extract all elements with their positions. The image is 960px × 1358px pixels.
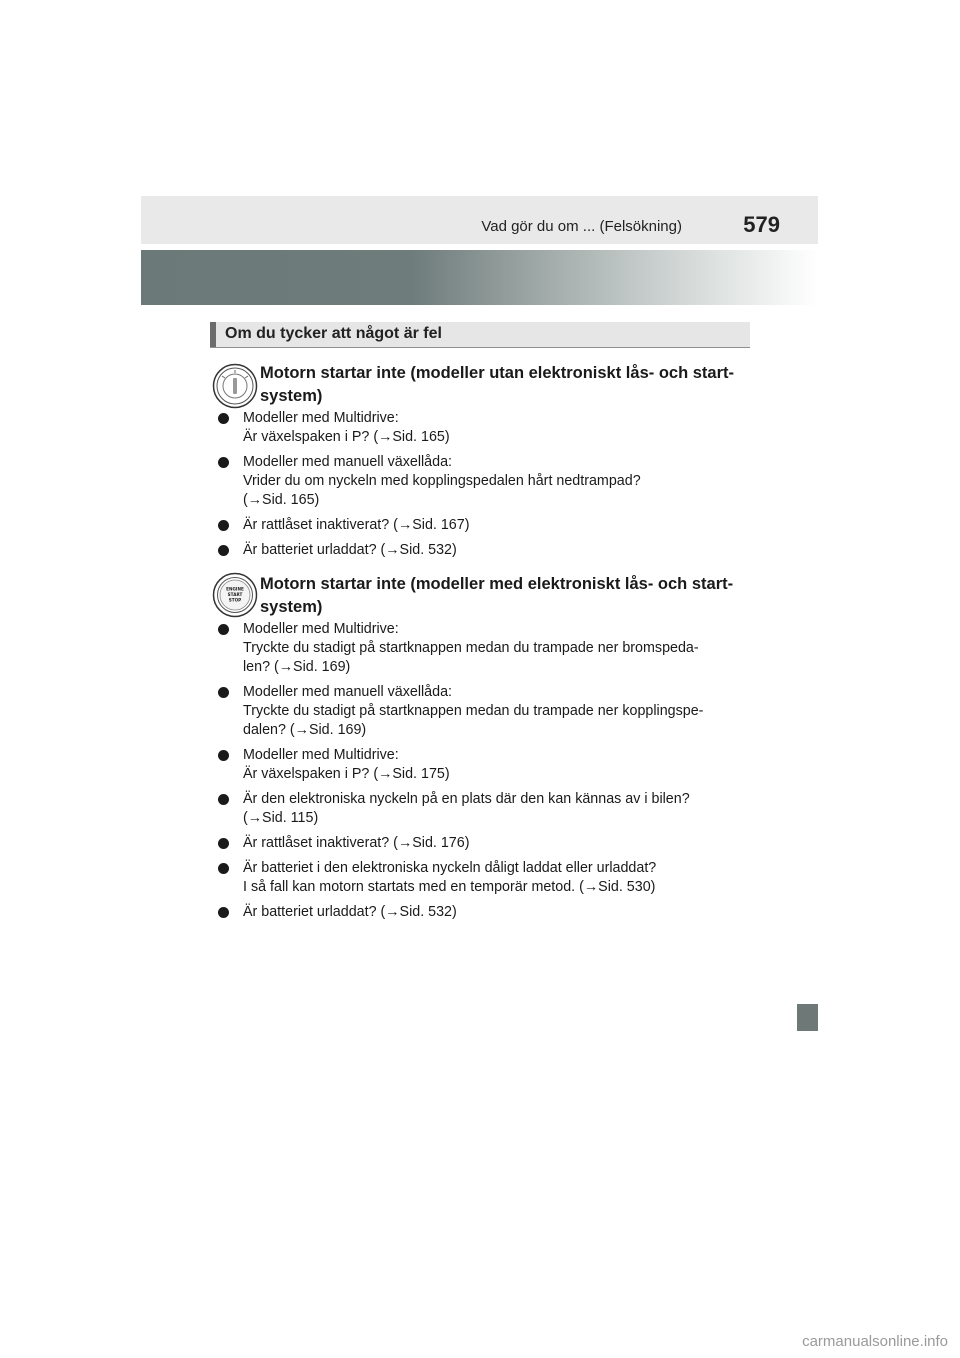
engine-start-stop-button-icon <box>212 572 258 618</box>
icon-label-line: ENGINE <box>226 586 244 592</box>
chapter-tab-marker <box>797 1004 818 1031</box>
list-item-line: dalen? (→Sid. 169) <box>243 722 367 738</box>
list-item-line: (→Sid. 115) <box>243 810 319 826</box>
list-item-line: (→Sid. 165) <box>243 492 320 508</box>
list-item-line: Modeller med manuell växellåda: <box>243 454 453 470</box>
list-item-line: Tryckte du stadigt på startknappen medan du trampade ner kopplingspe- <box>243 703 704 719</box>
list-item-line: Är batteriet urladdat? (→Sid. 532) <box>243 542 457 558</box>
ignition-key-switch-icon <box>212 363 258 409</box>
bullet-list <box>218 620 744 928</box>
section-title: Om du tycker att något är fel <box>225 325 442 342</box>
list-item <box>218 746 744 784</box>
list-item <box>218 903 744 922</box>
sub-heading <box>260 573 750 619</box>
bullet-icon <box>218 687 229 698</box>
bullet-list <box>218 409 744 566</box>
chapter-title: Vad gör du om ... (Felsökning) <box>481 218 682 235</box>
bullet-icon <box>218 545 229 556</box>
sub-heading-line: system) <box>260 598 323 616</box>
page-number: 579 <box>743 212 780 237</box>
list-item <box>218 541 744 560</box>
list-item <box>218 834 744 853</box>
bullet-icon <box>218 457 229 468</box>
list-item-line: len? (→Sid. 169) <box>243 659 351 675</box>
sub-heading-line: Motorn startar inte (modeller med elektroniskt lås- och start- <box>260 575 734 593</box>
list-item-line: Tryckte du stadigt på startknappen medan du trampade ner bromspeda- <box>243 640 699 656</box>
watermark: carmanualsonline.info <box>802 1333 948 1350</box>
section-header <box>210 322 750 348</box>
list-item-line: Är rattlåset inaktiverat? (→Sid. 167) <box>243 517 470 533</box>
bullet-icon <box>218 907 229 918</box>
list-item-line: Modeller med Multidrive: <box>243 410 399 426</box>
icon-label-line: STOP <box>228 597 242 603</box>
list-item <box>218 453 744 510</box>
bullet-icon <box>218 838 229 849</box>
list-item <box>218 620 744 677</box>
list-item-line: Är rattlåset inaktiverat? (→Sid. 176) <box>243 835 470 851</box>
sub-heading <box>260 362 750 408</box>
decorative-banner <box>141 250 818 305</box>
list-item <box>218 516 744 535</box>
section-header-bar <box>210 322 216 347</box>
list-item-line: Modeller med Multidrive: <box>243 747 399 763</box>
bullet-icon <box>218 863 229 874</box>
list-item-line: Är växelspaken i P? (→Sid. 175) <box>243 766 450 782</box>
list-item-line: I så fall kan motorn startats med en temporär metod. (→Sid. 530) <box>243 879 656 895</box>
sub-heading-line: Motorn startar inte (modeller utan elektroniskt lås- och start- <box>260 364 735 382</box>
bullet-icon <box>218 750 229 761</box>
list-item <box>218 683 744 740</box>
list-item <box>218 790 744 828</box>
list-item <box>218 409 744 447</box>
bullet-icon <box>218 794 229 805</box>
list-item-line: Är den elektroniska nyckeln på en plats där den kan kännas av i bilen? <box>243 791 690 807</box>
sub-heading-line: system) <box>260 387 323 405</box>
bullet-icon <box>218 520 229 531</box>
list-item-line: Vrider du om nyckeln med kopplingspedalen hårt nedtrampad? <box>243 473 641 489</box>
page-header <box>141 196 818 244</box>
bullet-icon <box>218 624 229 635</box>
list-item-line: Är växelspaken i P? (→Sid. 165) <box>243 429 450 445</box>
list-item-line: Är batteriet i den elektroniska nyckeln dåligt laddat eller urladdat? <box>243 860 657 876</box>
list-item-line: Är batteriet urladdat? (→Sid. 532) <box>243 904 457 920</box>
list-item <box>218 859 744 897</box>
bullet-icon <box>218 413 229 424</box>
list-item-line: Modeller med manuell växellåda: <box>243 684 453 700</box>
icon-label-line: START <box>227 592 243 597</box>
list-item-line: Modeller med Multidrive: <box>243 621 399 637</box>
